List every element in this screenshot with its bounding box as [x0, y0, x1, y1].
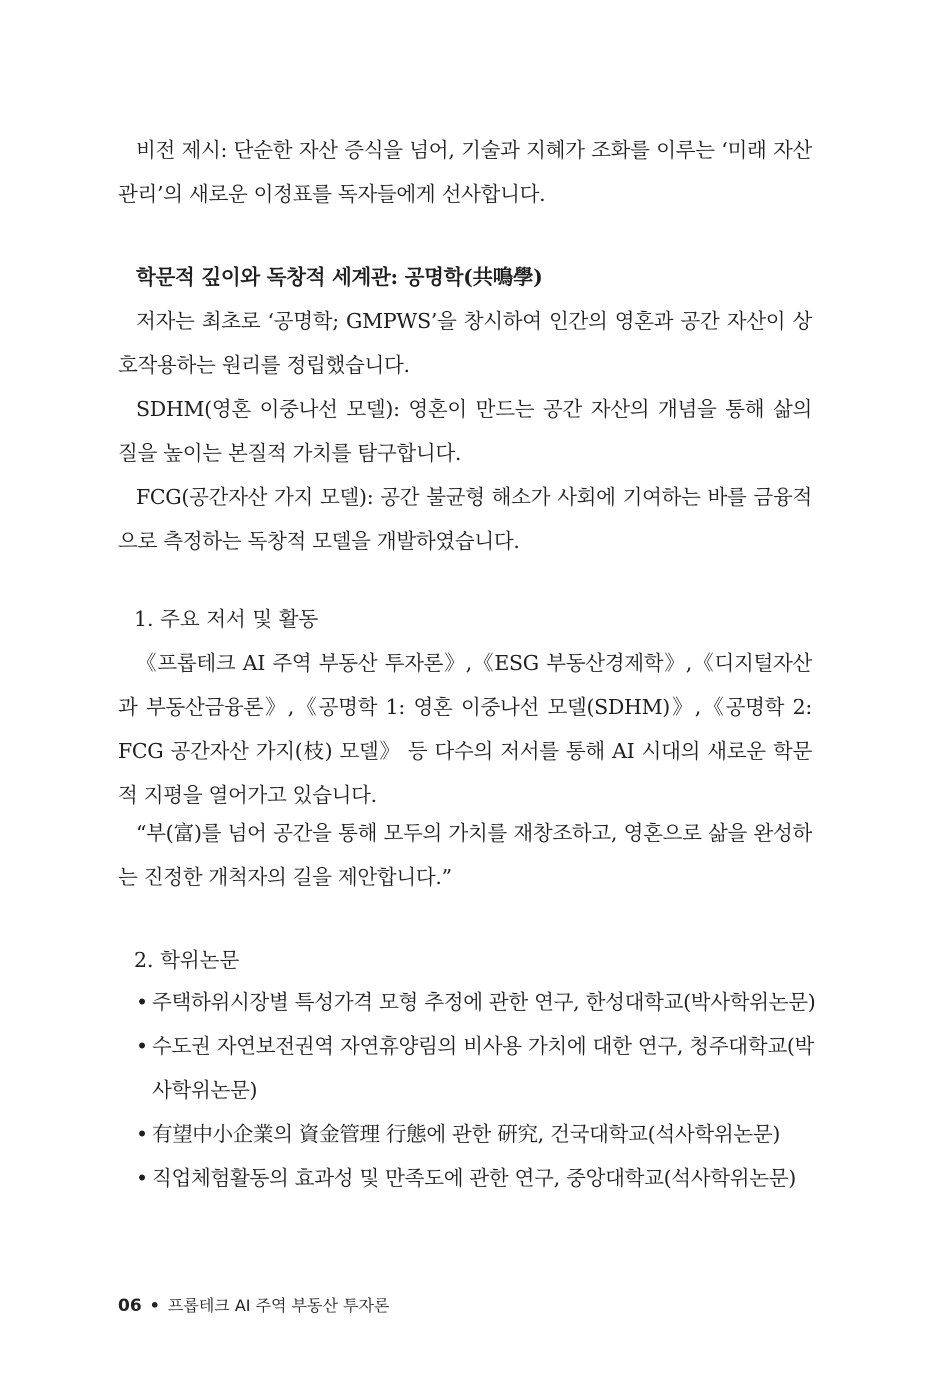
bullet-icon: • — [136, 1034, 148, 1058]
works-paragraph: 《프롭테크 AI 주역 부동산 투자론》,《ESG 부동산경제학》,《디지털자산과 부동산금융론》,《공명학 1: 영혼 이중나선 모델(SDHM)》,《공명학 2: FCG 공간자산 가지(枝) 모델》 등 다수의 저서를 통해 AI 시대의 새로운 학문적 지평을 열어가고 있습니다. — [118, 651, 812, 807]
list-item: • 주택하위시장별 특성가격 모형 추정에 관한 연구, 한성대학교(박사학위논문) — [136, 980, 816, 1024]
footer-separator: • — [149, 1296, 160, 1315]
page-number: 06 — [118, 1296, 142, 1316]
list-item: • 有望中小企業의 資金管理 行態에 관한 硏究, 건국대학교(석사학위논문) — [136, 1112, 816, 1156]
vision-paragraph: 비전 제시: 단순한 자산 증식을 넘어, 기술과 지혜가 조화를 이루는 ‘미래 자산 관리’의 새로운 이정표를 독자들에게 선사합니다. — [118, 138, 812, 206]
bullet-icon: • — [136, 1122, 148, 1146]
section-heading-academic: 학문적 깊이와 독창적 세계관: 공명학(共鳴學) — [136, 265, 543, 289]
fcg-paragraph: FCG(공간자산 가지 모델): 공간 불균형 해소가 사회에 기여하는 바를 금융적으로 측정하는 독창적 모델을 개발하였습니다. — [118, 485, 812, 553]
list-item: • 수도권 자연보전권역 자연휴양림의 비사용 가치에 대한 연구, 청주대학교(박사학위논문) — [136, 1024, 816, 1112]
bullet-icon: • — [136, 990, 148, 1014]
running-title: 프롭테크 AI 주역 부동산 투자론 — [167, 1296, 390, 1315]
theses-title: 2. 학위논문 — [134, 948, 240, 972]
quote-paragraph: “부(富)를 넘어 공간을 통해 모두의 가치를 재창조하고, 영혼으로 삶을 완성하는 진정한 개척자의 길을 제안합니다.” — [118, 821, 812, 889]
works-title: 1. 주요 저서 및 활동 — [134, 607, 319, 631]
page-footer — [118, 1294, 389, 1318]
list-item: • 직업체험활동의 효과성 및 만족도에 관한 연구, 중앙대학교(석사학위논문) — [136, 1156, 816, 1200]
sdhm-paragraph: SDHM(영혼 이중나선 모델): 영혼이 만드는 공간 자산의 개념을 통해 삶의 질을 높이는 본질적 가치를 탐구합니다. — [118, 397, 812, 465]
bullet-icon: • — [136, 1166, 148, 1190]
gongmyeonghak-paragraph: 저자는 최초로 ‘공명학; GMPWS’을 창시하여 인간의 영혼과 공간 자산이 상호작용하는 원리를 정립했습니다. — [118, 309, 812, 377]
theses-list — [136, 980, 816, 1200]
